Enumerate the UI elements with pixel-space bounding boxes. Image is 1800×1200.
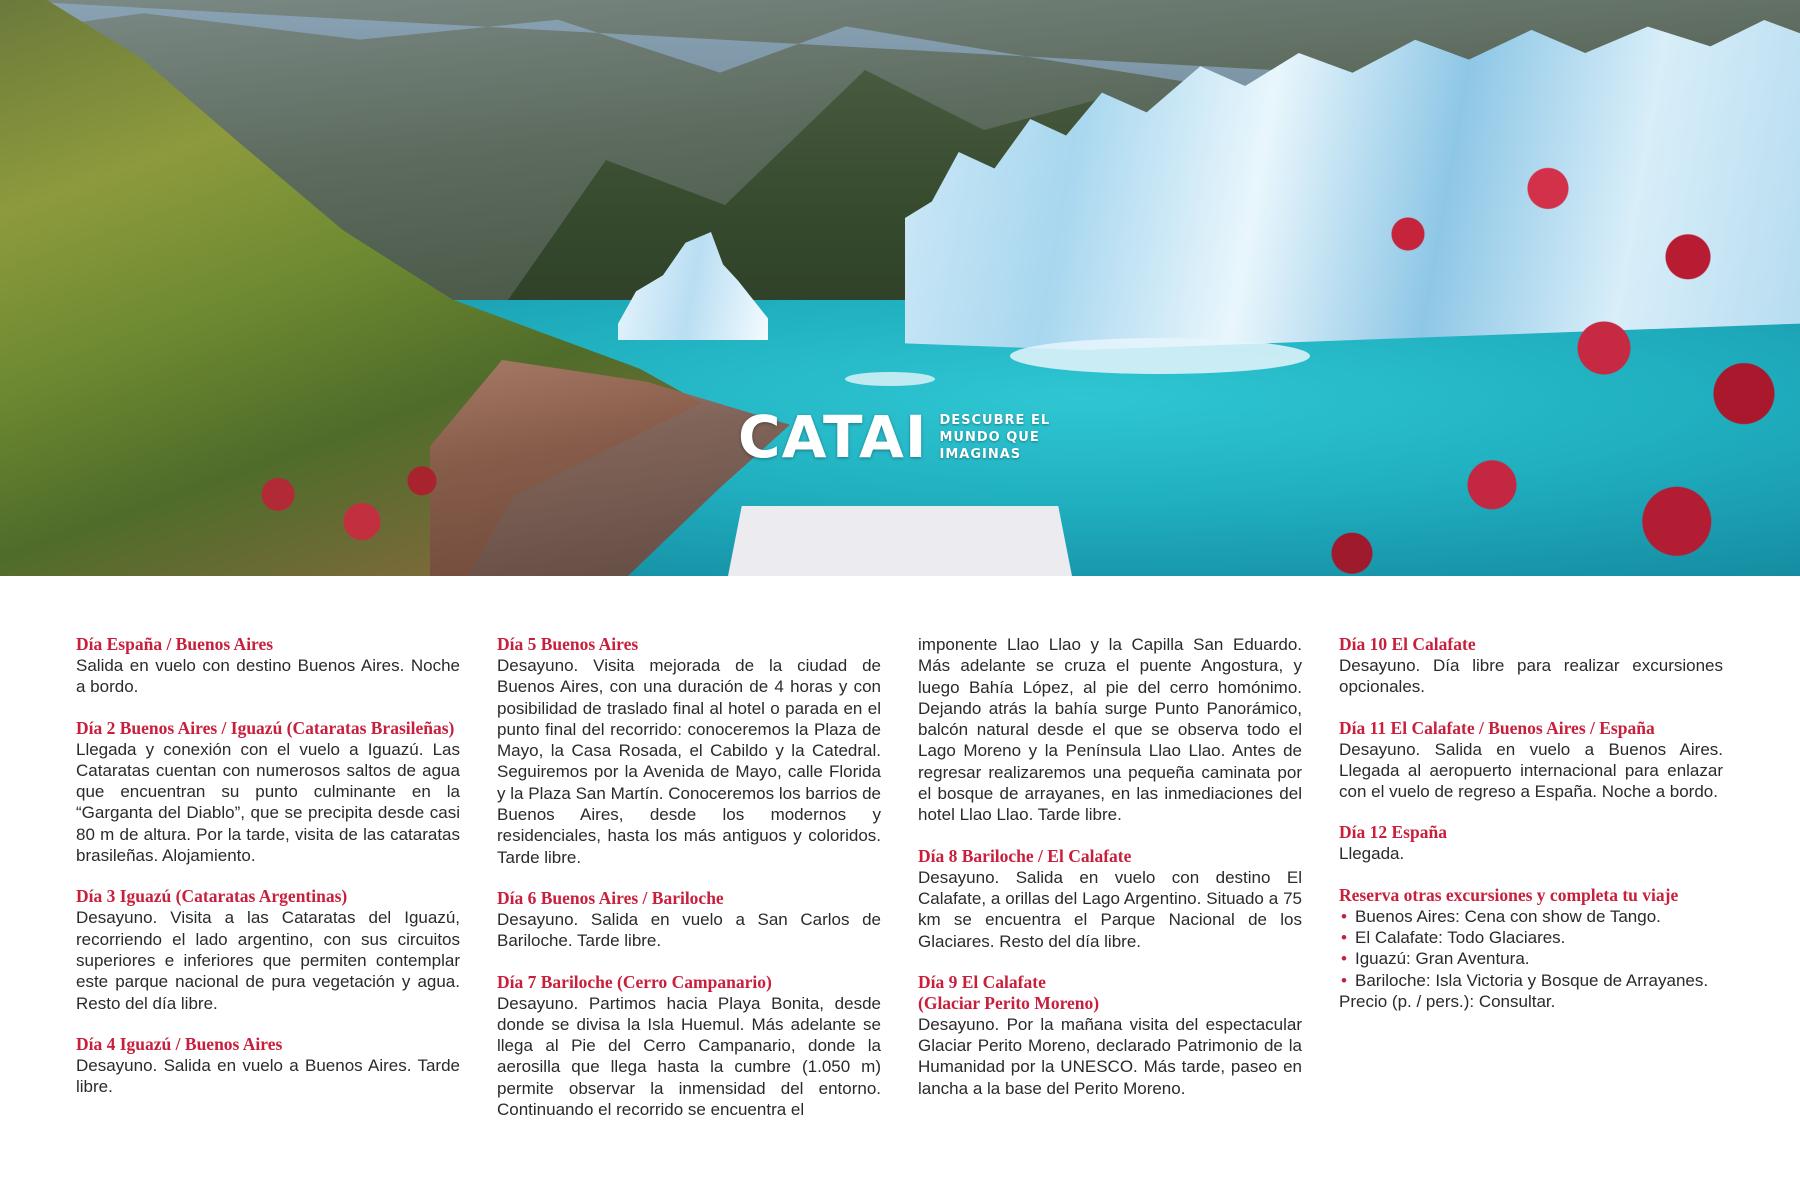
day-section (1339, 718, 1723, 803)
day-title: Día 2 Buenos Aires / Iguazú (Cataratas Brasileñas) (76, 717, 455, 738)
itinerary-column-4 (1339, 634, 1723, 1032)
brand-tagline (939, 412, 1050, 463)
day-description: imponente Llao Llao y la Capilla San Eduardo. Más adelante se cruza el puente Angostura, y luego Bahía López, al pie del cerro homónimo. Dejando atrás la bahía surge Punto Panorámico, balcón natural desde el que se observa todo el Lago Moreno y la Península Llao Llao. Antes de regresar realizaremos una pequeña caminata por el bosque de arrayanes, en las inmediaciones del hotel Llao Llao. Tarde libre. (918, 635, 1302, 825)
day-title: Día 3 Iguazú (Cataratas Argentinas) (76, 886, 348, 907)
day-title: Día 5 Buenos Aires (497, 634, 639, 654)
day-title: Día 4 Iguazú / Buenos Aires (76, 1033, 283, 1054)
day-description: Llegada y conexión con el vuelo a Iguazú. Las Cataratas cuentan con numerosos saltos de agua que encuentran su punto culminante en la “Garganta del Diablo”, que se precipita desde casi 80 m de altura. Por la tarde, visita de las cataratas brasileñas. Alojamiento. (76, 739, 460, 866)
itinerary-column-3 (918, 634, 1302, 1119)
day-description: Desayuno. Visita a las Cataratas del Iguazú, recorriendo el lado argentino, con sus circuitos superiores e inferiores que permiten contemplar este parque nacional de pura vegetación y agua. Resto del día libre. (76, 908, 460, 1013)
day-title: Día 7 Bariloche (Cerro Campanario) (497, 971, 772, 992)
day-description: Desayuno. Salida en vuelo a Buenos Aires. Llegada al aeropuerto internacional para enlazar con el vuelo de regreso a España. Noche a bordo. (1339, 739, 1723, 802)
extras-section (1339, 885, 1723, 1012)
list-item: • Bariloche: Isla Victoria y Bosque de Arrayanes. (1339, 970, 1723, 991)
day-title: Día España / Buenos Aires (76, 634, 274, 654)
itinerary-column-2 (497, 634, 881, 1140)
red-foliage-left (230, 440, 470, 576)
itinerary (76, 634, 1726, 1174)
day-section (1339, 822, 1723, 864)
brand-logo (738, 403, 1051, 471)
red-foliage (1240, 120, 1800, 576)
day-title: Día 8 Bariloche / El Calafate (918, 845, 1132, 866)
day-section (76, 886, 460, 1013)
day-description: Llegada. (1339, 844, 1405, 864)
day-description: Salida en vuelo con destino Buenos Aires. Noche a bordo. (76, 656, 460, 697)
day-description: Desayuno. Visita mejorada de la ciudad de Buenos Aires, con una duración de 4 horas y con posibilidad de traslado final al hotel o parada en el punto final del recorrido: conoceremos la Plaza de Mayo, la Casa Rosada, el Cabildo y la Catedral. Seguiremos por la Avenida de Mayo, calle Florida y la Plaza San Martín. Conoceremos los barrios de Buenos Aires, desde los modernos y residenciales, hasta los más antiguos y coloridos. Tarde libre. (497, 656, 881, 867)
day-description: Desayuno. Salida en vuelo a San Carlos de Bariloche. Tarde libre. (497, 909, 881, 951)
day-section (918, 972, 1302, 1099)
tagline-line: IMAGINAS (939, 446, 1022, 462)
day-section (76, 634, 460, 698)
day-section (497, 634, 881, 868)
day-title: Día 10 El Calafate (1339, 634, 1476, 654)
day-title: Día 6 Buenos Aires / Bariloche (497, 887, 724, 908)
day-description: Desayuno. Día libre para realizar excursiones opcionales. (1339, 656, 1723, 697)
list-item: • El Calafate: Todo Glaciares. (1339, 927, 1723, 948)
hero-photo (0, 0, 1800, 576)
price-note: Precio (p. / pers.): Consultar. (1339, 991, 1556, 1011)
day-title: Día 9 El Calafate (918, 971, 1046, 992)
list-item: • Iguazú: Gran Aventura. (1339, 948, 1723, 969)
day-description: Desayuno. Partimos hacia Playa Bonita, desde donde se divisa la Isla Huemul. Más adelante se llega al Pie del Cerro Campanario, donde la aerosilla que llega hasta la cumbre (1.050 m) permite observar la inmensidad del entorno. Continuando el recorrido se encuentra el (497, 993, 881, 1120)
day-section (76, 718, 460, 867)
day-title: Día 11 El Calafate / Buenos Aires / España (1339, 717, 1655, 738)
brand-name: CATAI (738, 403, 928, 471)
extras-title: Reserva otras excursiones y completa tu viaje (1339, 884, 1679, 905)
day-section (497, 972, 881, 1121)
day-section-continued (918, 634, 1302, 826)
itinerary-column-1 (76, 634, 460, 1117)
day-subtitle: (Glaciar Perito Moreno) (918, 992, 1100, 1013)
tagline-line: DESCUBRE EL (939, 412, 1051, 428)
day-section (76, 1034, 460, 1098)
day-section (1339, 634, 1723, 698)
day-section (497, 888, 881, 952)
extras-list (1339, 906, 1723, 991)
ice-floe (845, 372, 935, 386)
content-tab-shape (728, 506, 1072, 576)
day-title: Día 12 España (1339, 822, 1447, 843)
list-item: • Buenos Aires: Cena con show de Tango. (1339, 906, 1723, 927)
day-description: Desayuno. Salida en vuelo con destino El Calafate, a orillas del Lago Argentino. Situado a 75 km se encuentra el Parque Nacional de los Glaciares. Resto del día libre. (918, 867, 1302, 951)
day-description: Desayuno. Por la mañana visita del espectacular Glaciar Perito Moreno, declarado Patrimonio de la Humanidad por la UNESCO. Más tarde, paseo en lancha a la base del Perito Moreno. (918, 1014, 1302, 1098)
day-description: Desayuno. Salida en vuelo a Buenos Aires. Tarde libre. (76, 1055, 460, 1097)
day-section (918, 846, 1302, 952)
tagline-line: MUNDO QUE (939, 429, 1040, 445)
